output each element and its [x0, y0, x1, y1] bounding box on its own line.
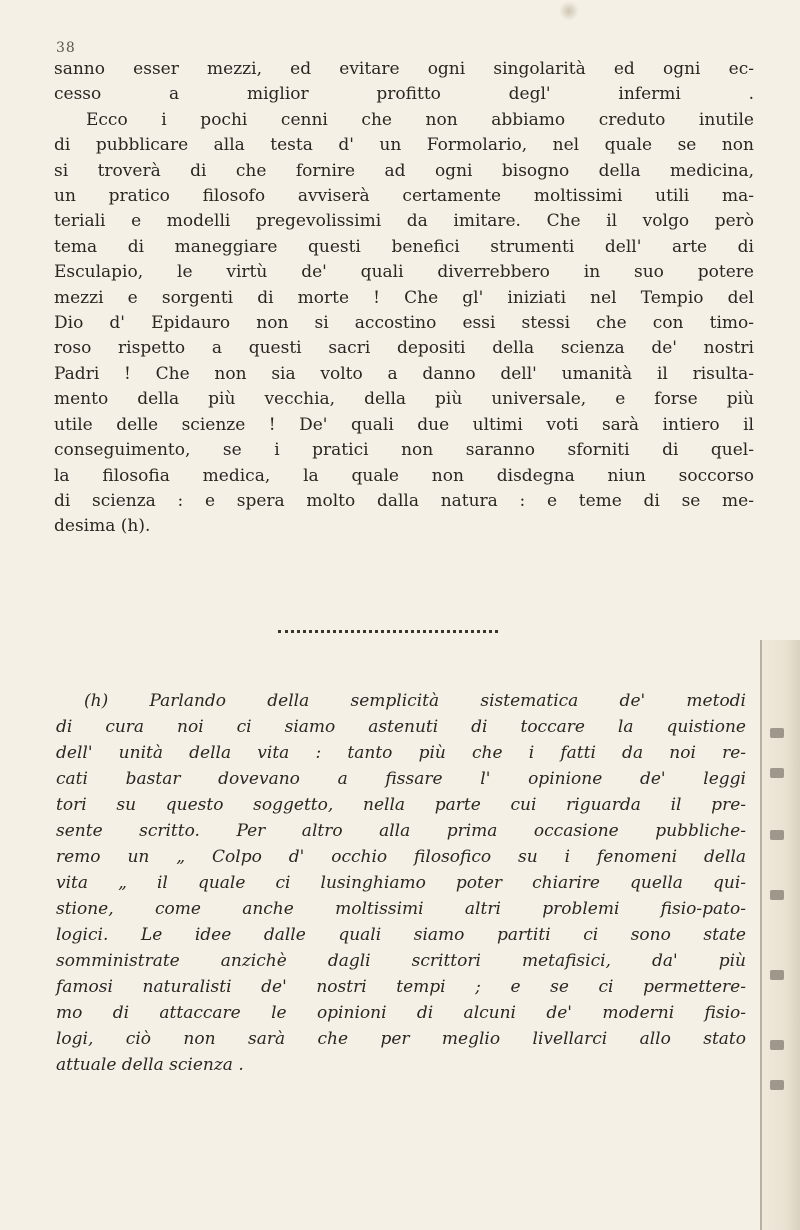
body-text-line: utile delle scienze ! De' quali due ultimi voti sarà intiero il	[54, 414, 754, 435]
body-text-line: un pratico filosofo avviserà certamente moltissimi utili ma-	[54, 186, 754, 207]
footnote-line: di cura noi ci siamo astenuti di toccare la quistione	[56, 717, 746, 737]
body-text-line: conseguimento, se i pratici non saranno sforniti di quel-	[54, 440, 754, 461]
body-text-line: Ecco i pochi cenni che non abbiamo creduto inutile	[86, 109, 754, 130]
body-text-line: tema di maneggiare questi benefici strumenti dell' arte di	[54, 236, 754, 257]
body-text-line: desima (h).	[54, 516, 151, 537]
footnote-line: tori su questo soggetto, nella parte cui riguarda il pre-	[56, 795, 746, 815]
footnote-line: stione, come anche moltissimi altri problemi fisio-pato-	[56, 899, 746, 919]
body-text-line: Padri ! Che non sia volto a danno dell' umanità il risulta-	[54, 363, 754, 384]
body-text-line: sanno esser mezzi, ed evitare ogni singolarità ed ogni ec-	[54, 59, 754, 79]
footnote-separator-rule	[278, 630, 498, 633]
page-number: 38	[56, 40, 76, 56]
body-text-line: Esculapio, le virtù de' quali diverrebbero in suo potere	[54, 262, 754, 283]
footnote-line: (h) Parlando della semplicità sistematica de' metodi	[84, 691, 746, 711]
body-text-line: la filosofia medica, la quale non disdegna niun soccorso	[54, 465, 754, 486]
footnote-line: cati bastar dovevano a fissare l' opinione de' leggi	[56, 769, 746, 789]
footnote-line: logici. Le idee dalle quali siamo partiti ci sono state	[56, 925, 746, 945]
footnote-line: logi, ciò non sarà che per meglio livellarci allo stato	[56, 1029, 746, 1049]
body-text-line: cesso a miglior profitto degl' infermi .	[54, 84, 754, 105]
body-text-line: si troverà di che fornire ad ogni bisogno della medicina,	[54, 160, 754, 181]
body-text-line: mezzi e sorgenti di morte ! Che gl' iniziati nel Tempio del	[54, 287, 754, 308]
footnote-line: vita „ il quale ci lusinghiamo poter chiarire quella qui-	[56, 873, 746, 893]
footnote-line: dell' unità della vita : tanto più che i fatti da noi re-	[56, 743, 746, 763]
body-text-line: Dio d' Epidauro non si accostino essi stessi che con timo-	[54, 313, 754, 334]
footnote-text	[56, 688, 746, 1078]
footnote-line: somministrate anzichè dagli scrittori metafisici, da' più	[56, 951, 746, 971]
body-text-line: di pubblicare alla testa d' un Formolario, nel quale se non	[54, 135, 754, 156]
paper-stain	[560, 0, 578, 22]
footnote-line: remo un „ Colpo d' occhio filosofico su i fenomeni della	[56, 847, 746, 867]
body-text-line: di scienza : e spera molto dalla natura : e teme di se me-	[54, 490, 754, 511]
footnote-line: famosi naturalisti de' nostri tempi ; e se ci permettere-	[56, 977, 746, 997]
body-text	[54, 57, 754, 540]
body-text-line: mento della più vecchia, della più universale, e forse più	[54, 389, 754, 410]
adjacent-page-edge	[760, 640, 800, 1230]
body-text-line: teriali e modelli pregevolissimi da imitare. Che il volgo però	[54, 211, 754, 232]
footnote-line: sente scritto. Per altro alla prima occasione pubbliche-	[56, 821, 746, 841]
footnote-line: mo di attaccare le opinioni di alcuni de' moderni fisio-	[56, 1003, 746, 1023]
body-text-line: roso rispetto a questi sacri depositi della scienza de' nostri	[54, 338, 754, 359]
footnote-line: attuale della scienza .	[56, 1055, 244, 1075]
